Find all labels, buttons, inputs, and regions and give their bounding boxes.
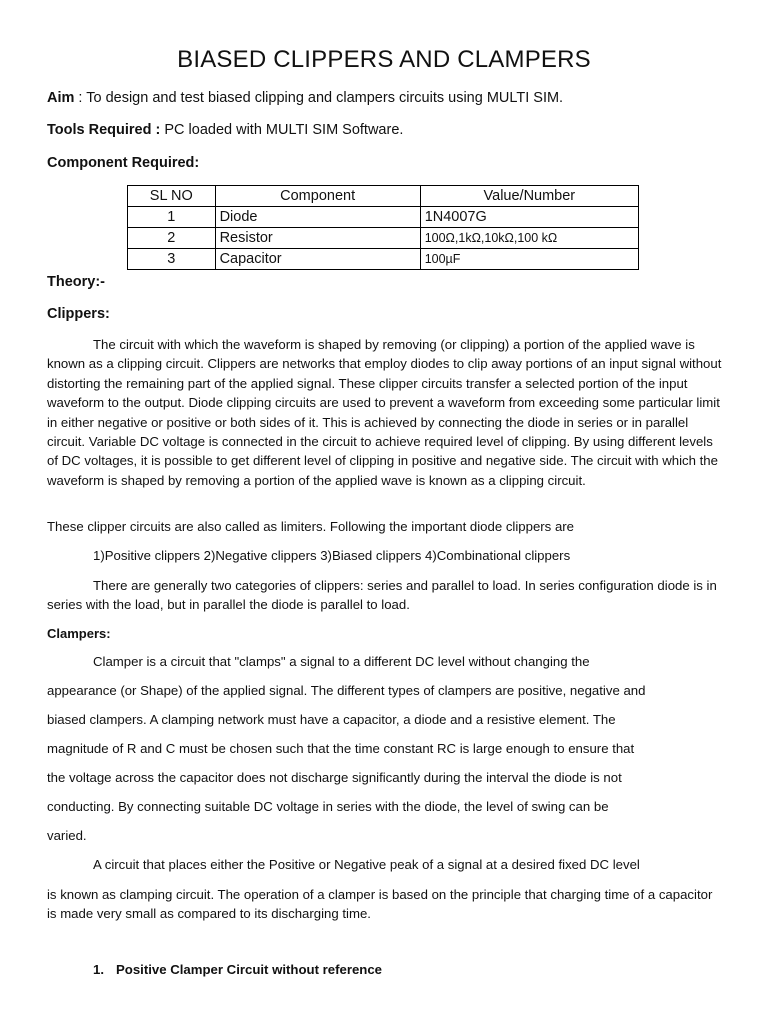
- clippers-paragraph: The circuit with which the waveform is shaped by removing (or clipping) a portion of the applied wave is known as a clipping circuit. Clippers are networks that employ diodes to clip away portions of an input signal without distorting the remaining part of the applied signal. These clipper circuits transfer a selected portion of the input waveform to the output. Diode clipping circuits are used to prevent a waveform from exceeding some particular limit in either negative or positive or both sides of it. This is achieved by connecting the diode in series or in parallel circuit. Variable DC voltage is connected in the circuit to achieve required level of clipping. By using different levels of DC voltages, it is possible to get different level of clipping in positive and negative side. The circuit with which the waveform is shaped by removing a portion of the applied wave is known as a clipping circuit.: [47, 337, 722, 488]
- table-cell: 3: [128, 249, 216, 270]
- table-cell: 2: [128, 228, 216, 249]
- clampers-line: appearance (or Shape) of the applied signal. The different types of clampers are positive, negative and: [47, 683, 646, 698]
- table-cell: 1: [128, 207, 216, 228]
- table-cell: 100Ω,1kΩ,10kΩ,100 kΩ: [420, 228, 638, 249]
- clampers-line: magnitude of R and C must be chosen such that the time constant RC is large enough to ensure that: [47, 741, 635, 756]
- clampers-heading: Clampers:: [47, 626, 111, 641]
- clipper-types-list: 1)Positive clippers 2)Negative clippers 3)Biased clippers 4)Combinational clippers: [93, 548, 571, 563]
- table-row: [128, 228, 639, 249]
- aim-separator: :: [74, 90, 87, 106]
- list-number: 1.: [93, 962, 104, 977]
- limiters-line: These clipper circuits are also called as limiters. Following the important diode clippers are: [47, 519, 574, 534]
- table-cell: Diode: [215, 207, 420, 228]
- categories-paragraph: There are generally two categories of clippers: series and parallel to load. In series configuration diode is in series with the load, but in parallel the diode is parallel to load.: [47, 578, 717, 613]
- clippers-heading: [47, 306, 110, 322]
- aim-line: [47, 90, 563, 106]
- tools-line: [47, 122, 403, 138]
- component-heading-text: Component Required:: [47, 155, 200, 171]
- table-header-cell: Component: [215, 186, 420, 207]
- table-row: [128, 207, 639, 228]
- aim-text: To design and test biased clipping and clampers circuits using MULTI SIM.: [86, 90, 564, 106]
- table-row: [128, 249, 639, 270]
- table-cell: 100µF: [420, 249, 638, 270]
- clamping-paragraph-first-line: A circuit that places either the Positive or Negative peak of a signal at a desired fixed DC level: [93, 857, 640, 872]
- table-header-cell: SL NO: [128, 186, 216, 207]
- table-cell: Capacitor: [215, 249, 420, 270]
- table-cell: Resistor: [215, 228, 420, 249]
- clippers-heading-text: Clippers:: [47, 306, 110, 322]
- positive-clamper-heading: [93, 962, 382, 977]
- tools-label: Tools Required :: [47, 122, 161, 138]
- component-heading: [47, 155, 199, 171]
- clampers-line: biased clampers. A clamping network must have a capacitor, a diode and a resistive element. The: [47, 712, 616, 727]
- component-table: [127, 185, 639, 270]
- page-title: BIASED CLIPPERS AND CLAMPERS: [177, 46, 591, 73]
- theory-heading-text: Theory:-: [47, 274, 105, 290]
- table-header-cell: Value/Number: [420, 186, 638, 207]
- clampers-line: Clamper is a circuit that "clamps" a signal to a different DC level without changing the: [93, 654, 590, 669]
- aim-label: Aim: [47, 90, 75, 106]
- clampers-line: varied.: [47, 828, 87, 843]
- theory-heading: [47, 274, 105, 290]
- table-cell: 1N4007G: [420, 207, 638, 228]
- list-heading-text: Positive Clamper Circuit without reference: [116, 962, 383, 977]
- tools-text: PC loaded with MULTI SIM Software.: [160, 122, 404, 138]
- clampers-line: the voltage across the capacitor does not discharge significantly during the interval the diode is not: [47, 770, 622, 785]
- clampers-line: conducting. By connecting suitable DC voltage in series with the diode, the level of swing can be: [47, 799, 609, 814]
- clamping-paragraph-rest: is known as clamping circuit. The operation of a clamper is based on the principle that charging time of a capacitor is made very small as compared to its discharging time.: [47, 887, 713, 922]
- table-header-row: [128, 186, 639, 207]
